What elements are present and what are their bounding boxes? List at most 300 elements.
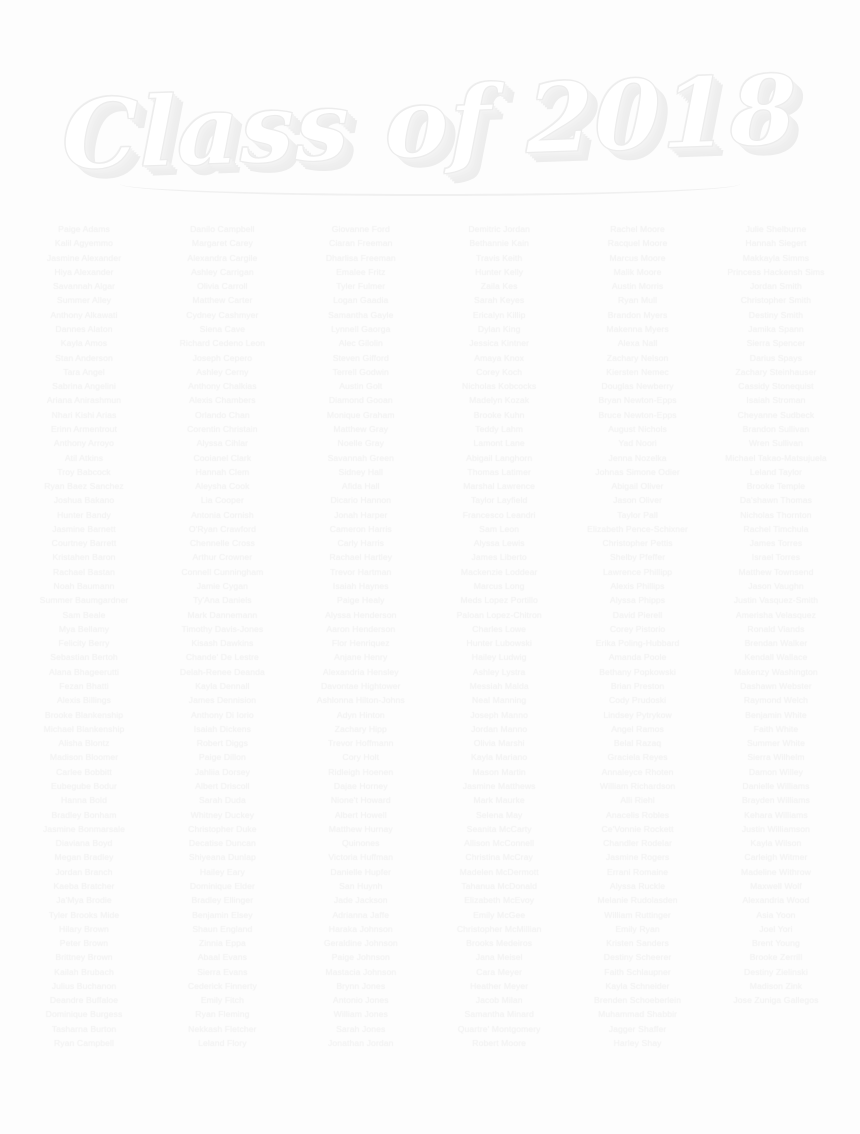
graduate-name: Danielle Williams: [742, 780, 810, 791]
graduate-name: Jason Oliver: [613, 495, 663, 506]
graduate-name: Makkayla Simms: [742, 252, 810, 263]
graduate-name: Sarah Duda: [198, 795, 246, 806]
graduate-name: Trevor Hoffmann: [328, 738, 394, 749]
graduate-name: Corey Pistorio: [609, 623, 666, 634]
graduate-name: Zaila Kes: [480, 281, 518, 292]
graduate-name: Abigail Oliver: [611, 481, 664, 492]
graduate-name: Lawrence Phillipp: [603, 566, 673, 577]
graduate-name: Kristen Sanders: [606, 938, 669, 949]
graduate-name: Summer White: [746, 738, 805, 749]
graduate-name: Justin Williamson: [741, 823, 810, 834]
graduate-name: Adrianna Jaffe: [332, 909, 390, 920]
graduate-name: Jordan Manno: [471, 723, 528, 734]
graduate-name: Abigail Langhorn: [466, 452, 533, 463]
graduate-name: Joseph Manno: [470, 709, 528, 720]
graduate-name: Hunter Kelly: [475, 266, 524, 277]
graduate-name: Arthur Crowner: [192, 552, 253, 563]
graduate-name: Jahliia Dorsey: [194, 766, 251, 777]
graduate-name: Dannes Alaton: [55, 323, 113, 334]
graduate-name: Zachary Steinhauser: [735, 366, 817, 377]
graduate-name: Diamond Gooan: [328, 395, 393, 406]
graduate-name: Cydney Cashmyer: [186, 309, 259, 320]
graduate-name: Emalee Fritz: [336, 266, 386, 277]
graduate-name: Alyssa Ruckle: [609, 880, 666, 891]
graduate-name: Hailey Ludwig: [471, 652, 527, 663]
graduate-name: Anthony Chalkias: [188, 381, 257, 392]
graduate-name: Neal Manning: [472, 695, 527, 706]
graduate-name: Deandre Buffaloe: [49, 995, 119, 1006]
graduate-name: Cassidy Stonequist: [738, 381, 814, 392]
name-column-5: [570, 222, 706, 1050]
graduate-name: Paloan Lopez-Chitron: [456, 609, 542, 620]
graduate-name: Albert Howell: [334, 809, 387, 820]
graduate-name: Brian Preston: [610, 681, 665, 691]
graduate-name: Joseph Cepero: [192, 352, 253, 363]
graduate-name: Tyler Brooks Mide: [48, 909, 120, 920]
graduate-name: Mackenzie Loddear: [460, 566, 538, 577]
graduate-name: Kehara Williams: [744, 809, 808, 820]
graduate-name: Margaret Carey: [191, 238, 253, 249]
graduate-name: Marcus Moore: [609, 252, 666, 263]
graduate-name: Kayla Wilson: [750, 838, 802, 849]
graduate-name: Alec Gilolin: [338, 338, 383, 349]
graduate-name: Jonah Harper: [334, 509, 388, 520]
graduate-name-columns: [16, 222, 844, 1050]
graduate-name: Eubegube Bodur: [51, 780, 117, 791]
graduate-name: Amaya Knox: [474, 352, 525, 363]
graduate-name: Ashlonna Hilton-Johns: [316, 695, 405, 706]
graduate-name: Ryan Mull: [618, 295, 658, 306]
graduate-name: Zinnia Eppa: [198, 938, 246, 949]
graduate-name: Megan Bradley: [54, 852, 114, 863]
graduate-name: Da'shawn Thomas: [739, 495, 813, 506]
graduate-name: Sam Beale: [62, 609, 106, 620]
graduate-name: Ashley Lystra: [472, 666, 526, 677]
graduate-name: Messiah Malda: [469, 681, 529, 691]
graduate-name: Bryan Newton-Epps: [598, 395, 677, 406]
graduate-name: Belal Razaq: [613, 738, 662, 749]
graduate-name: Brenden Schoeberlein: [594, 995, 682, 1006]
graduate-name: Demitric Jordan: [468, 224, 531, 234]
graduate-name: Brynn Jones: [336, 980, 386, 991]
graduate-name: Bradley Ellinger: [191, 895, 254, 906]
graduate-name: Tahanua McDonald: [461, 880, 537, 891]
graduate-name: Dajae Horney: [333, 780, 388, 791]
graduate-name: Muhammad Shabbir: [598, 1009, 678, 1020]
graduate-name: Siena Cave: [199, 323, 246, 334]
graduate-name: Destiny Scheerer: [603, 952, 672, 963]
graduate-name: William Jones: [333, 1009, 388, 1020]
name-column-4: [431, 222, 567, 1050]
graduate-name: Sierra Evans: [197, 966, 248, 977]
graduate-name: Anthony Di Iorio: [191, 709, 254, 720]
graduate-name: Peter Brown: [59, 938, 109, 949]
graduate-name: Faith White: [753, 723, 799, 734]
graduate-name: Johnas Simone Odier: [595, 466, 680, 477]
graduate-name: Julie Shelburne: [745, 224, 807, 234]
graduate-name: Matthew Hurnay: [328, 823, 393, 834]
graduate-name: Madelyn Kozak: [469, 395, 530, 406]
graduate-name: Robert Diggs: [196, 738, 249, 749]
graduate-name: Ronald Viands: [747, 623, 805, 634]
graduate-name: Bruce Newton-Epps: [598, 409, 677, 420]
graduate-name: Brandon Myers: [607, 309, 668, 320]
graduate-name: Yad Noori: [618, 438, 657, 449]
graduate-name: Mya Bellamy: [58, 623, 110, 634]
graduate-name: Anthony Alkawati: [50, 309, 118, 320]
graduate-name: Danilo Campbell: [190, 224, 255, 234]
graduate-name: Jordan Smith: [750, 281, 802, 292]
graduate-name: Darius Spays: [749, 352, 803, 363]
graduate-name: Diaviana Boyd: [55, 838, 113, 849]
graduate-name: Elizabeth McEvoy: [464, 895, 535, 906]
graduate-name: August Nichols: [608, 423, 667, 434]
graduate-name: William Ruttinger: [604, 909, 671, 920]
graduate-name: Cody Prudoski: [608, 695, 667, 706]
graduate-name: Christopher Pettis: [602, 538, 673, 549]
graduate-name: Corey Koch: [476, 366, 523, 377]
graduate-name: Isaiah Haynes: [332, 581, 389, 592]
graduate-name: Makenzy Washington: [734, 666, 818, 677]
graduate-name: Decatise Duncan: [188, 838, 256, 849]
graduate-name: Alyssa Cihlar: [196, 438, 249, 449]
graduate-name: Isaiah Dickens: [193, 723, 252, 734]
graduate-name: Leland Flory: [198, 1038, 247, 1049]
graduate-name: Madison Bloomer: [49, 752, 119, 763]
graduate-name: Benjamin Elsey: [192, 909, 253, 920]
graduate-name: Antonia Cornish: [191, 509, 254, 520]
graduate-name: Errani Romaine: [607, 866, 669, 877]
graduate-name: Leland Taylor: [749, 466, 803, 477]
graduate-name: William Richardson: [599, 780, 676, 791]
graduate-name: Anacelis Robles: [606, 809, 670, 820]
graduate-name: Tara Angel: [63, 366, 105, 377]
graduate-name: Lia Cooper: [200, 495, 244, 506]
graduate-name: Bradley Bonham: [51, 809, 117, 820]
graduate-name: Chande' De Lestre: [185, 652, 259, 663]
graduate-name: Kayla Dennall: [195, 681, 250, 691]
graduate-name: Logan Gaadia: [333, 295, 389, 306]
graduate-name: O'Ryan Crawford: [188, 523, 256, 534]
graduate-name: Lynnell Gaorga: [331, 323, 391, 334]
graduate-name: Zachary Hipp: [334, 723, 387, 734]
graduate-name: Courtney Barrett: [51, 538, 117, 549]
graduate-name: Samantha Minard: [464, 1009, 534, 1020]
graduate-name: Allison McConnell: [464, 838, 535, 849]
graduate-name: Jamie Cygan: [196, 581, 249, 592]
graduate-name: Tasharna Burton: [51, 1023, 117, 1034]
graduate-name: San Huynh: [339, 880, 383, 891]
graduate-name: Nhari Kishi Arias: [51, 409, 117, 420]
graduate-name: Kalil Agyemmo: [54, 238, 114, 249]
graduate-name: Angel Ramos: [611, 723, 664, 734]
graduate-name: Kaeba Bratcher: [53, 880, 115, 891]
graduate-name: Fezan Bhatti: [59, 681, 109, 691]
graduate-name: Ja'Mya Brodie: [56, 895, 112, 906]
graduate-name: Anthony Arroyo: [53, 438, 115, 449]
graduate-name: Paige Dillon: [198, 752, 246, 763]
graduate-name: Seanita McCarty: [466, 823, 532, 834]
graduate-name: Jose Zuniga Gallegos: [733, 995, 819, 1006]
graduate-name: Nicholas Thornton: [740, 509, 812, 520]
graduate-name: Cameron Harris: [329, 523, 392, 534]
graduate-name: Melanie Rudolasden: [597, 895, 678, 906]
graduate-name: Jasmine Alexander: [46, 252, 122, 263]
graduate-name: Delah-Renee Deanda: [179, 666, 265, 677]
name-column-3: [293, 222, 429, 1050]
graduate-name: Carlee Bobbitt: [56, 766, 112, 777]
graduate-name: Heather Meyer: [470, 980, 529, 991]
graduate-name: Alana Bhageerutti: [48, 666, 120, 677]
graduate-name: Flor Henriquez: [331, 638, 390, 649]
graduate-name: Alli Riehl: [620, 795, 655, 806]
graduate-name: Shiyeana Dunlap: [188, 852, 256, 863]
graduate-name: Emily Fitch: [200, 995, 244, 1006]
graduate-name: Dharlisa Freeman: [325, 252, 396, 263]
graduate-name: Richard Cedeno Leon: [179, 338, 266, 349]
graduate-name: Rachael Bastan: [52, 566, 116, 577]
graduate-name: Danielle Hupfer: [330, 866, 392, 877]
graduate-name: Lamont Lane: [473, 438, 525, 449]
graduate-name: Sarah Keyes: [474, 295, 525, 306]
graduate-name: Kayla Mariano: [471, 752, 528, 763]
graduate-name: Quartre' Montgomery: [457, 1023, 541, 1034]
graduate-name: Francesco Leandri: [462, 509, 536, 520]
graduate-name: Ariana Anirashmun: [46, 395, 122, 406]
graduate-name: Madeline Withrow: [741, 866, 811, 877]
graduate-name: Victoria Huffman: [328, 852, 394, 863]
graduate-name: Hailey Eary: [199, 866, 245, 877]
graduate-name: Lindsey Pytrykow: [603, 709, 672, 720]
graduate-name: Hannah Siegert: [745, 238, 807, 249]
graduate-name: Paige Adams: [58, 224, 110, 234]
graduate-name: Zachary Nelson: [606, 352, 669, 363]
graduate-name: Savannah Green: [327, 452, 394, 463]
graduate-name: Jasmine Barnett: [52, 523, 116, 534]
graduate-name: Ryan Fleming: [195, 1009, 250, 1020]
graduate-name: Mark Dannemann: [187, 609, 258, 620]
graduate-name: Alyssa Henderson: [325, 609, 397, 620]
graduate-name: Harley Shay: [613, 1038, 662, 1049]
graduate-name: Hunter Bandy: [57, 509, 111, 520]
graduate-name: Kailah Brubach: [54, 966, 114, 977]
graduate-name: Charles Lowe: [472, 623, 527, 634]
graduate-name: Racquel Moore: [607, 238, 668, 249]
graduate-name: Amanda Poole: [608, 652, 667, 663]
graduate-name: Princess Hackensh Sims: [727, 266, 825, 277]
graduate-name: Hannah Clem: [195, 466, 250, 477]
graduate-name: Brandon Sullivan: [742, 423, 810, 434]
graduate-name: Carly Harris: [337, 538, 385, 549]
graduate-name: Makenna Myers: [606, 323, 669, 334]
graduate-name: Felicity Berry: [58, 638, 110, 649]
graduate-name: Whitney Duckey: [190, 809, 255, 820]
graduate-name: Kayla Amos: [60, 338, 108, 349]
graduate-name: Sierra Spencer: [746, 338, 806, 349]
graduate-name: Amerisha Velasquez: [735, 609, 817, 620]
graduate-name: Orlando Chan: [195, 409, 250, 420]
graduate-name: Teddy Lahm: [475, 423, 524, 434]
graduate-name: Matthew Gray: [333, 423, 389, 434]
graduate-name: Nekkash Fletcher: [188, 1023, 257, 1034]
graduate-name: Davontae Hightower: [320, 681, 401, 691]
graduate-name: Taylor Layfield: [470, 495, 528, 506]
graduate-name: Marshal Lawrence: [463, 481, 536, 492]
graduate-name: Paige Healy: [337, 595, 385, 606]
graduate-name: Brittney Brown: [55, 952, 113, 963]
graduate-name: Aaron Henderson: [326, 623, 396, 634]
graduate-name: Justin Vasquez-Smith: [733, 595, 819, 606]
graduate-name: Mark Maurke: [473, 795, 525, 806]
graduate-name: Dashawn Webster: [740, 681, 812, 691]
graduate-name: Erika Poling-Hubbard: [595, 638, 680, 649]
title-underline-swash: [120, 172, 740, 196]
graduate-name: Geraldine Johnson: [323, 938, 398, 949]
graduate-name: Terrell Godwin: [332, 366, 389, 377]
graduate-name: Brooke Kuhn: [473, 409, 525, 420]
graduate-name: Asia Yoon: [756, 909, 796, 920]
graduate-name: Benjamin White: [745, 709, 807, 720]
graduate-name: Thomas Latimer: [467, 466, 531, 477]
graduate-name: Nione't Howard: [330, 795, 391, 806]
graduate-name: Brendan Walker: [744, 638, 808, 649]
graduate-name: Elizabeth Pence-Schixner: [587, 523, 688, 534]
graduate-name: Jenna Nozelka: [608, 452, 667, 463]
graduate-name: Ciaran Freeman: [329, 238, 393, 249]
graduate-name: Christina McCray: [465, 852, 533, 863]
graduate-name: Cooianel Clark: [193, 452, 252, 463]
graduate-name: Travis Keith: [476, 252, 523, 263]
graduate-name: Malik Moore: [613, 266, 662, 277]
graduate-name: Alexis Chambers: [189, 395, 256, 406]
graduate-name: Alexis Phillips: [610, 581, 665, 592]
graduate-name: Sarah Jones: [336, 1023, 386, 1034]
graduate-name: Brooks Medeiros: [466, 938, 533, 949]
graduate-name: Brayden Williams: [741, 795, 810, 806]
graduate-name: Jonathan Jordan: [328, 1038, 394, 1049]
graduate-name: Madison Zink: [749, 980, 803, 991]
graduate-name: Douglas Newberry: [601, 381, 674, 392]
graduate-name: Summer Alley: [56, 295, 112, 306]
graduate-name: Damon Willey: [748, 766, 804, 777]
graduate-name: Bethannie Kain: [469, 238, 530, 249]
graduate-name: Julius Buchanon: [51, 980, 117, 991]
graduate-name: Trevor Hartman: [330, 566, 392, 577]
graduate-name: Dominique Elder: [189, 880, 255, 891]
graduate-name: Antonio Jones: [332, 995, 389, 1006]
graduate-name: Erinn Armentrout: [50, 423, 118, 434]
graduate-name: David Pierell: [612, 609, 663, 620]
graduate-name: Stan Anderson: [55, 352, 113, 363]
graduate-name: Noelle Gray: [337, 438, 385, 449]
graduate-name: Kisash Dawkins: [191, 638, 254, 649]
graduate-name: Taylor Pall: [617, 509, 658, 520]
graduate-name: Ryan Campbell: [53, 1038, 115, 1049]
graduate-name: Christopher McMillian: [456, 923, 542, 934]
graduate-name: Cara Meyer: [476, 966, 523, 977]
graduate-name: Ericalyn Killip: [472, 309, 526, 320]
graduate-name: Isaiah Stroman: [746, 395, 806, 406]
graduate-name: Steven Gifford: [332, 352, 389, 363]
graduate-name: Jordan Branch: [55, 866, 113, 877]
graduate-name: Giovanne Ford: [331, 224, 390, 234]
graduate-name: Monique Graham: [326, 409, 395, 420]
graduate-name: Sabrina Angelini: [52, 381, 116, 392]
graduate-name: Dicario Hannon: [330, 495, 392, 506]
graduate-name: Mastacia Johnson: [325, 966, 397, 977]
graduate-name: Chennelle Cross: [189, 538, 255, 549]
graduate-name: Sebastian Bertoh: [50, 652, 118, 663]
graduate-name: Alyssa Phipps: [609, 595, 666, 606]
graduate-name: Michael Blankenship: [43, 723, 125, 734]
graduate-name: Ashley Cerny: [196, 366, 249, 377]
graduate-name: Emily McGee: [473, 909, 526, 920]
graduate-name: Cory Holt: [342, 752, 380, 763]
name-column-1: [16, 222, 152, 1050]
graduate-name: Abaal Evans: [197, 952, 248, 963]
graduate-name: Ryan Baez Sanchez: [44, 481, 124, 492]
name-column-2: [154, 222, 290, 1050]
graduate-name: Samantha Gayle: [328, 309, 394, 320]
graduate-name: Matthew Townsend: [738, 566, 814, 577]
graduate-name: Destiny Zielinski: [744, 966, 808, 977]
graduate-name: Kiersten Nemec: [606, 366, 669, 377]
graduate-name: Tyler Fulmer: [336, 281, 386, 292]
graduate-name: Jacob Milan: [475, 995, 523, 1006]
graduate-name: Timothy Davis-Jones: [181, 623, 264, 634]
graduate-name: Hunter Lubowski: [466, 638, 532, 649]
graduate-name: Haraka Johnson: [328, 923, 393, 934]
graduate-name: Destiny Smith: [748, 309, 804, 320]
graduate-name: Meds Lopez Portillo: [460, 595, 538, 606]
graduate-name: Corentin Christain: [187, 423, 258, 434]
graduate-name: Ridleigh Hoenen: [328, 766, 394, 777]
graduate-name: Jason Vaughn: [748, 581, 804, 592]
graduate-name: Jagger Shaffer: [608, 1023, 667, 1034]
graduate-name: Alexa Nall: [617, 338, 658, 349]
graduate-name: Adyn Hinton: [336, 709, 385, 720]
graduate-name: Albert Driscoll: [195, 780, 250, 791]
graduate-name: Alyssa Lewis: [473, 538, 525, 549]
graduate-name: Robert Moore: [472, 1038, 527, 1049]
graduate-name: Sierra Wilhelm: [747, 752, 805, 763]
graduate-name: Hiya Alexander: [54, 266, 114, 277]
graduate-name: Dylan King: [477, 323, 521, 334]
graduate-name: Brooke Temple: [746, 481, 806, 492]
graduate-name: Austin Morris: [611, 281, 664, 292]
graduate-name: Cheyanne Sudbeck: [737, 409, 815, 420]
graduate-name: Israel Torres: [751, 552, 801, 563]
graduate-name: Carleigh Witmer: [744, 852, 808, 863]
graduate-name: Noah Baumann: [53, 581, 115, 592]
graduate-name: Chandler Rodelar: [603, 838, 673, 849]
graduate-name: Afida Hall: [341, 481, 380, 492]
graduate-name: Wren Sullivan: [748, 438, 804, 449]
graduate-name: Brent Young: [751, 938, 800, 949]
graduate-name: Bethany Popkowski: [599, 666, 676, 677]
graduate-name: Annaleyce Rhoten: [601, 766, 674, 777]
graduate-name: Jade Jackson: [333, 895, 388, 906]
graduate-name: Emily Ryan: [615, 923, 660, 934]
graduate-name: Paige Johnson: [331, 952, 390, 963]
graduate-name: Quinones: [341, 838, 380, 849]
graduate-name: Jamika Spann: [748, 323, 804, 334]
graduate-name: Jasmine Matthews: [462, 780, 536, 791]
name-column-6: [708, 222, 844, 1007]
graduate-name: Ashley Carrigan: [191, 266, 254, 277]
graduate-name: Shelby Pfeffer: [609, 552, 666, 563]
graduate-name: Savannah Algar: [52, 281, 116, 292]
